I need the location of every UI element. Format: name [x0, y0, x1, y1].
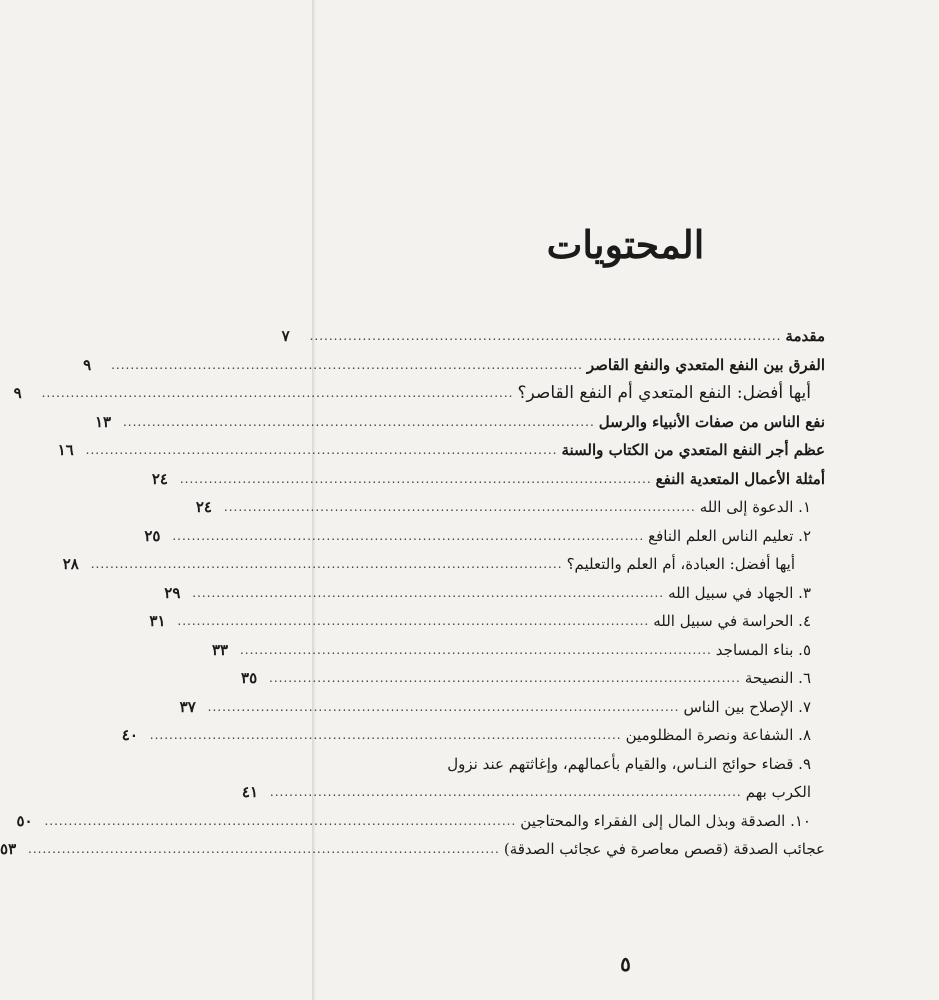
toc-entry-page: ٥٣ [0, 840, 17, 859]
toc-entry [211, 636, 825, 665]
toc-entry-title: ٢. تعليم الناس العلم النافع [648, 526, 811, 545]
toc-entry-page: ٩ [83, 355, 92, 374]
toc-entry-page: ٣٣ [211, 640, 229, 659]
toc-entry-title: ٨. الشفاعة ونصرة المظلومين [625, 726, 811, 745]
dot-leader: .................................................................................................. [149, 728, 622, 743]
toc-entry-page: ٣٧ [179, 697, 196, 716]
toc-entry-title: نفع الناس من صفات الأنبياء والرسل [598, 412, 825, 431]
toc-entry-page: ٩ [13, 384, 22, 403]
toc-entry [149, 607, 825, 636]
dot-leader: .................................................................................................. [192, 585, 665, 600]
toc-entry-title: الكرب بهم [745, 783, 811, 802]
toc-entry-page: ٤٠ [121, 726, 138, 745]
toc-entry-page: ٢٩ [164, 583, 181, 602]
dot-leader: .................................................................................................. [207, 699, 680, 714]
toc-entry-page: ١٦ [57, 441, 74, 460]
dot-leader: .................................................................................................. [269, 671, 741, 686]
toc-entry-title: ٦. النصيحة [744, 669, 811, 688]
dot-leader: .................................................................................................. [223, 500, 696, 515]
toc-entry [121, 721, 825, 750]
toc-entry-title: أيها أفضل: العبادة، أم العلم والتعليم؟ [566, 555, 795, 574]
dot-leader: .................................................................................................. [85, 443, 558, 458]
dot-leader: .................................................................................................. [269, 785, 742, 800]
toc-entry-page: ٢٥ [144, 526, 161, 545]
dot-leader: .................................................................................................. [179, 471, 652, 486]
toc-entry [195, 493, 825, 522]
dot-leader: .................................................................................................. [44, 813, 517, 828]
toc-entry [425, 750, 825, 779]
toc-entry-page: ٢٤ [195, 498, 212, 517]
dot-leader: .................................................................................................. [177, 614, 650, 629]
dot-leader: .................................................................................................. [90, 557, 563, 572]
toc-entry [83, 351, 825, 380]
table-of-contents [0, 322, 825, 864]
toc-entry-continuation [241, 778, 825, 807]
toc-entry-title: عجائب الصدقة (قصص معاصرة في عجائب الصدقة) [503, 840, 825, 859]
dot-leader: .................................................................................................. [172, 528, 645, 543]
dot-leader: .................................................................................................. [28, 842, 500, 857]
toc-entry-page: ٤١ [241, 783, 259, 802]
toc-entry-title: ١٠. الصدقة وبذل المال إلى الفقراء والمحتاجين [520, 811, 811, 830]
dot-leader: .................................................................................................. [239, 642, 712, 657]
toc-entry [281, 322, 825, 351]
toc-entry-title: الفرق بين النفع المتعدي والنفع القاصر [586, 355, 825, 374]
toc-entry [241, 664, 825, 693]
dot-leader: .................................................................................................. [122, 414, 595, 429]
toc-entry-page: ٧ [281, 327, 290, 346]
toc-entry-page: ٢٤ [151, 469, 168, 488]
toc-entry [164, 579, 825, 608]
toc-entry-title: عظم أجر النفع المتعدي من الكتاب والسنة [561, 441, 825, 460]
page-title: المحتويات [546, 222, 705, 267]
toc-entry [151, 465, 825, 494]
dot-leader: .................................................................................................. [309, 329, 782, 344]
toc-entry [0, 835, 825, 864]
toc-entry-page: ٥٠ [16, 811, 33, 830]
toc-entry [144, 522, 825, 551]
toc-entry [16, 807, 825, 836]
toc-entry-title: أيها أفضل: النفع المتعدي أم النفع القاصر؟ [517, 383, 811, 404]
toc-entry-title: ٤. الحراسة في سبيل الله [653, 612, 811, 631]
toc-entry-title: مقدمة [785, 327, 825, 346]
toc-entry-page: ١٣ [94, 412, 112, 431]
toc-entry [62, 550, 825, 579]
toc-entry-page: ٣١ [149, 612, 166, 631]
dot-leader: .................................................................................................. [111, 357, 583, 372]
toc-entry [57, 436, 825, 465]
toc-entry-title: ١. الدعوة إلى الله [699, 498, 811, 517]
toc-entry-title: ٣. الجهاد في سبيل الله [668, 583, 811, 602]
dot-leader: .................................................................................................. [41, 386, 514, 401]
toc-entry [94, 408, 825, 437]
toc-entry-page: ٣٥ [241, 669, 258, 688]
toc-entry [13, 379, 825, 408]
toc-entry-title: ٩. قضاء حوائج النـاس، والقيام بأعمالهم، وإغاثتهم عند نزول [447, 754, 811, 773]
toc-entry-title: أمثلة الأعمال المتعدية النفع [655, 469, 825, 488]
toc-entry-title: ٧. الإصلاح بين الناس [683, 697, 811, 716]
toc-entry-page: ٢٨ [62, 555, 79, 574]
toc-entry-title: ٥. بناء المساجد [715, 640, 811, 659]
toc-entry [179, 693, 825, 722]
page-number: ٥ [620, 952, 631, 976]
